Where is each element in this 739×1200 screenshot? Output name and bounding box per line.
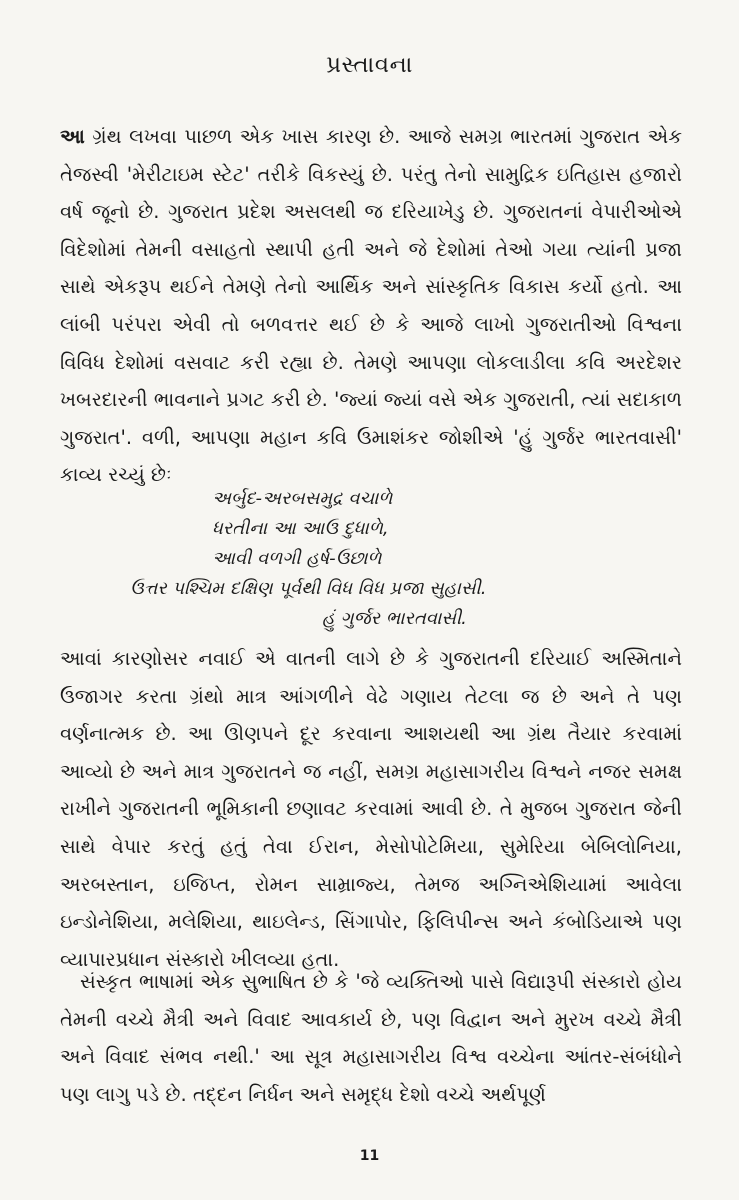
poem-line: અર્બુદ-અરબસમુદ્ર વચાળે — [212, 488, 393, 509]
page-title: પ્રસ્તાવના — [326, 52, 413, 78]
poem-line: ધરતીના આ આઉ દુધાળે, — [212, 518, 389, 539]
paragraph-2: આવાં કારણોસર નવાઈ એ વાતની લાગે છે કે ગુજરાતની દરિયાઈ અસ્મિતાને ઉજાગર કરતા ગ્રંથો માત્ર આંગળીને વેઢે ગણાય તેટલા જ છે અને તે પણ વર્ણનાત્મક છે. આ ઊણપને દૂર કરવાના આશયથી આ ગ્રંથ તૈયાર કરવામાં આવ્યો છે અને માત્ર ગુજરાતને જ નહીં, સમગ્ર મહાસાગરીય વિશ્વને નજર સમક્ષ રાખીને ગુજરાતની ભૂમિકાની છણાવટ કરવામાં આવી છે. તે મુજબ ગુજરાત જેની સાથે વેપાર કરતું હતું તેવા ઈરાન, મેસોપોટેમિયા, સુમેરિયા બેબિલોનિયા, અરબસ્તાન, ઇજિપ્ત, રોમન સામ્રાજ્ય, તેમજ અગ્નિએશિયામાં આવેલા ઇન્ડોનેશિયા, મલેશિયા, થાઇલેન્ડ, સિંગાપોર, ફિલિપીન્સ અને કંબોડિયાએ પણ વ્યાપારપ્રધાન સંસ્કારો ખીલવ્યા હતા. — [60, 647, 682, 971]
page-number: 11 — [359, 1148, 380, 1164]
poem-line: હું ગુર્જર ભારતવાસી. — [322, 608, 467, 629]
poem-line: આવી વળગી હર્ષ-ઉછાળે — [212, 548, 382, 569]
paragraph-1-lead: આ — [60, 125, 85, 148]
poem-line: ઉત્તર પશ્ચિમ દક્ષિણ પૂર્વથી વિધ વિધ પ્રજા સુહાસી. — [130, 578, 487, 599]
paragraph-3: સંસ્કૃત ભાષામાં એક સુભાષિત છે કે 'જે વ્યક્તિઓ પાસે વિદ્યારૂપી સંસ્કારો હોય તેમની વચ્ચે મૈત્રી અને વિવાદ આવકાર્ય છે, પણ વિદ્વાન અને મુરખ વચ્ચે મૈત્રી અને વિવાદ સંભવ નથી.' આ સૂત્ર મહાસાગરીય વિશ્વ વચ્ચેના આંતર-સંબંધોને પણ લાગુ પડે છે. તદ્દન નિર્ધન અને સમૃદ્ધ દેશો વચ્ચે અર્થપૂર્ણ — [60, 970, 682, 1106]
paragraph-1-text: ગ્રંથ લખવા પાછળ એક ખાસ કારણ છે. આજે સમગ્ર ભારતમાં ગુજરાત એક તેજસ્વી 'મેરીટાઇમ સ્ટેટ' તરીકે વિકસ્યું છે. પરંતુ તેનો સામુદ્રિક ઇતિહાસ હજારો વર્ષ જૂનો છે. ગુજરાત પ્રદેશ અસલથી જ દરિયાખેડુ છે. ગુજરાતનાં વેપારીઓએ વિદેશોમાં તેમની વસાહતો સ્થાપી હતી અને જે દેશોમાં તેઓ ગયા ત્યાંની પ્રજા સાથે એકરૂપ થઈને તેમણે તેનો આર્થિક અને સાંસ્કૃતિક વિકાસ કર્યો હતો. આ લાંબી પરંપરા એવી તો બળવત્તર થઈ છે કે આજે લાખો ગુજરાતીઓ વિશ્વના વિવિધ દેશોમાં વસવાટ કરી રહ્યા છે. તેમણે આપણા લોકલાડીલા કવિ અરદેશર ખબરદારની ભાવનાને પ્રગટ કરી છે. 'જ્યાં જ્યાં વસે એક ગુજરાતી, ત્યાં સદાકાળ ગુજરાત'. વળી, આપણા મહાન કવિ ઉમાશંકર જોશીએ 'હું ગુર્જર ભારતવાસી' કાવ્ય રચ્યું છેઃ — [60, 125, 682, 487]
paragraph-1 — [60, 118, 682, 494]
